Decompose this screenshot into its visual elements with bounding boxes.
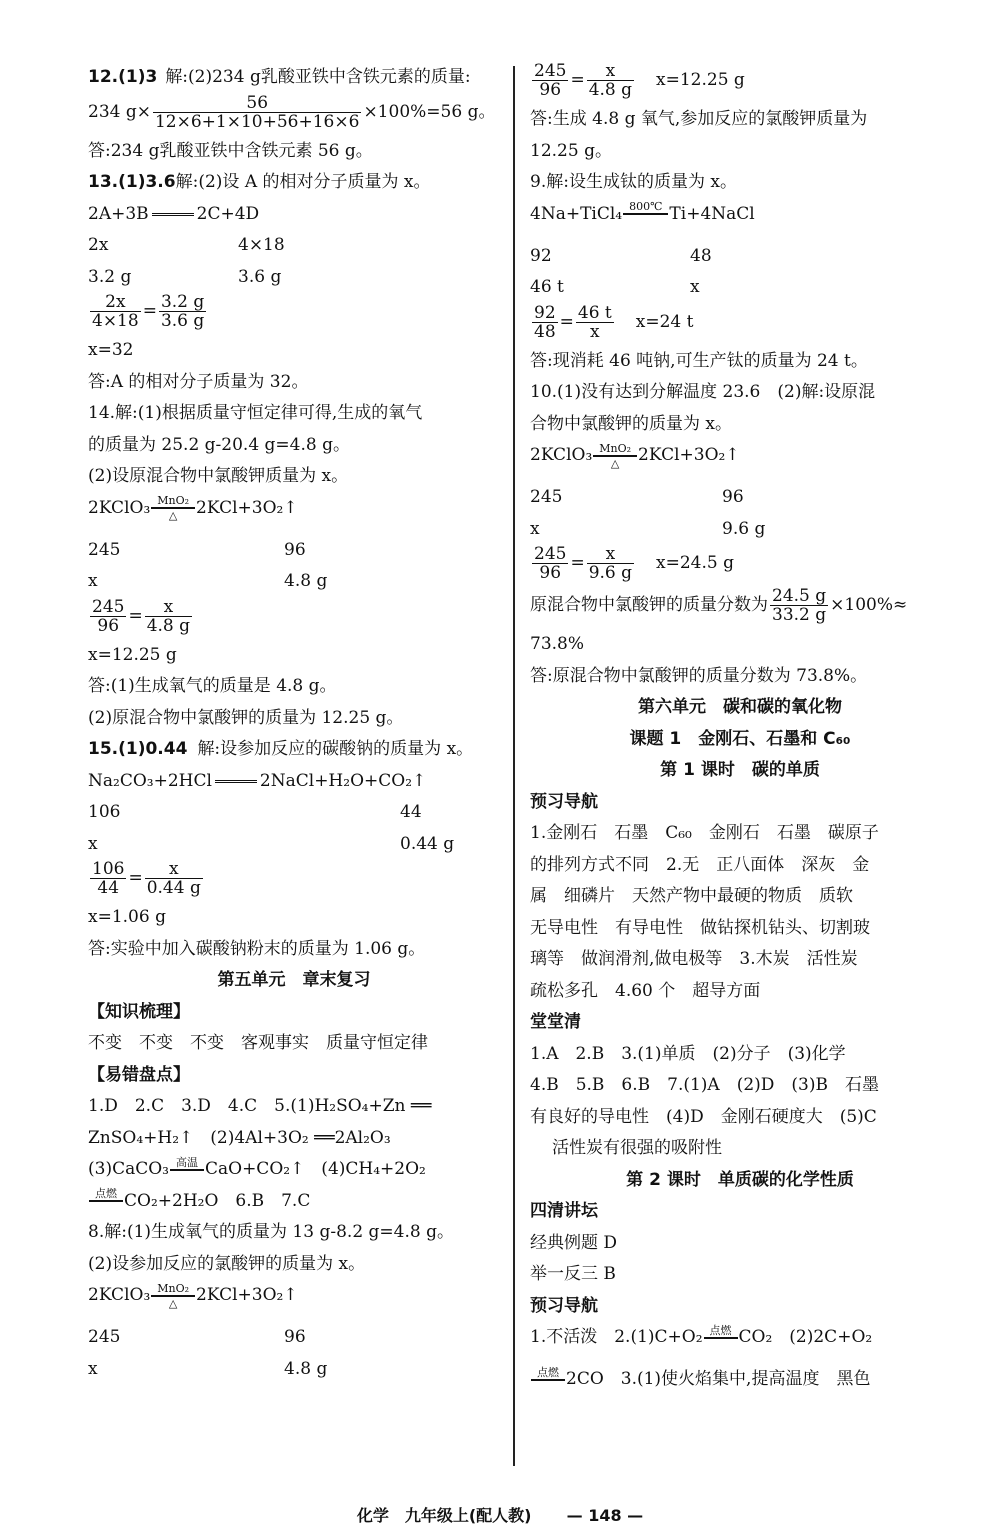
- q15-answer: 答:实验中加入碳酸钠粉末的质量为 1.06 g。: [88, 938, 426, 959]
- q10-proportion: $\frac{245}{96}$ = $\frac{x}{9.6 g}$ x=24.5 g: [534, 544, 735, 583]
- q15-ratio2: x 0.44 g: [88, 833, 455, 854]
- q12-line1: 12.(1)3 解:(2)234 g乳酸亚铁中含铁元素的质量:: [88, 67, 471, 87]
- lesson2-title: 第 2 课时 单质碳的化学性质: [626, 1169, 854, 1190]
- q9-ratio1: 92 48: [530, 245, 712, 266]
- oneshot-line: 举一反三 B: [530, 1264, 616, 1284]
- preview2-heading: 预习导航: [530, 1295, 598, 1316]
- q14-answer1: 答:(1)生成氧气的质量是 4.8 g。: [88, 676, 337, 696]
- equals-sign: [215, 780, 257, 783]
- knowledge-heading: 【知识梳理】: [88, 1001, 190, 1022]
- q9-answer: 答:现消耗 46 吨钠,可生产钛的质量为 24 t。: [530, 350, 868, 371]
- q15-ratio1: 106 44: [88, 802, 422, 822]
- q14-answer2: (2)原混合物中氯酸钾的质量为 12.25 g。: [88, 707, 404, 728]
- preview2-line2: 点燃 2CO 3.(1)使火焰集中,提高温度 黑色: [530, 1364, 950, 1396]
- errors-line3: (3)CaCO₃ 高温 CaO+CO₂↑ (4)CH₄+2O₂: [88, 1155, 426, 1179]
- q8-ratio1: 245 96: [88, 1327, 306, 1347]
- q14-line1: 14.解:(1)根据质量守恒定律可得,生成的氧气: [88, 403, 423, 423]
- preview1-line4: 无导电性 有导电性 做钻探机钻头、切割玻: [530, 917, 870, 938]
- q9-line1: 9.解:设生成钛的质量为 x。: [530, 172, 737, 192]
- q8-line1: 8.解:(1)生成氧气的质量为 13 g-8.2 g=4.8 g。: [88, 1222, 454, 1242]
- q15-proportion: $\frac{106}{44}$ = $\frac{x}{0.44 g}$: [92, 859, 201, 898]
- q12-calc: 234 g× $\frac{56}{12\times 6+1\times 10+56+16\times 6}$ ×100%=56 g。: [88, 92, 496, 132]
- footer-subject: 化学 九年级上(配人教): [356, 1506, 532, 1525]
- q15-equation: Na₂CO₃+2HCl 2NaCl+H₂O+CO₂↑: [88, 770, 427, 791]
- preview1-line2: 的排列方式不同 2.无 正八面体 深灰 金: [530, 854, 870, 875]
- q14-ratio2: x 4.8 g: [88, 571, 328, 591]
- q10-equation: 2KClO₃ MnO₂ △ 2KCl+3O₂↑: [530, 441, 740, 470]
- preview1-heading: 预习导航: [530, 791, 598, 812]
- q13-ratio2: 3.2 g 3.6 g: [88, 266, 282, 287]
- q10-line2: 合物中氯酸钾的质量为 x。: [530, 413, 732, 434]
- q15-x: x=1.06 g: [88, 907, 166, 927]
- q10-line1: 10.(1)没有达到分解温度 23.6 (2)解:设原混: [530, 382, 876, 402]
- preview1-line3: 属 细磷片 天然产物中最硬的物质 质软: [530, 886, 853, 906]
- q14-line2: 的质量为 25.2 g-20.4 g=4.8 g。: [88, 434, 350, 455]
- q14-line3: (2)设原混合物中氯酸钾质量为 x。: [88, 466, 349, 486]
- lesson1-title: 第 1 课时 碳的单质: [660, 760, 820, 780]
- q9-proportion: $\frac{92}{48}$ = $\frac{46 t}{x}$ x=24 t: [534, 302, 694, 342]
- q8-answer2: 12.25 g。: [530, 140, 612, 161]
- preview1-line6: 疏松多孔 4.60 个 超导方面: [530, 980, 761, 1001]
- knowledge-text: 不变 不变 不变 客观事实 质量守恒定律: [88, 1033, 428, 1053]
- class1-line2: 4.B 5.B 6.B 7.(1)A (2)D (3)B 石墨: [530, 1075, 879, 1095]
- unit5-title: 第五单元 章末复习: [217, 970, 371, 990]
- q13-answer: 答:A 的相对分子质量为 32。: [88, 371, 309, 392]
- q13-equation: 2A+3B 2C+4D: [88, 203, 260, 224]
- q10-answer: 答:原混合物中氯酸钾的质量分数为 73.8%。: [530, 665, 868, 686]
- lecture-heading: 四清讲坛: [530, 1201, 598, 1221]
- class1-line3: 有良好的导电性 (4)D 金刚石硬度大 (5)C: [530, 1106, 877, 1127]
- q14-x: x=12.25 g: [88, 644, 177, 665]
- class1-line1: 1.A 2.B 3.(1)单质 (2)分子 (3)化学: [530, 1043, 846, 1064]
- q10-ratio2: x 9.6 g: [530, 518, 766, 539]
- unit6-title: 第六单元 碳和碳的氧化物: [638, 697, 842, 717]
- q14-ratio1: 245 96: [88, 539, 306, 560]
- reaction-condition: MnO₂ △: [151, 494, 195, 522]
- fraction: $\frac{56}{12\times 6+1\times 10+56+16\times 6}$: [154, 92, 360, 132]
- class1-line4: 活性炭有很强的吸附性: [552, 1138, 722, 1158]
- q13-x: x=32: [88, 340, 134, 360]
- preview1-line5: 璃等 做润滑剂,做电极等 3.木炭 活性炭: [530, 949, 858, 969]
- q13-ratio1: 2x 4×18: [88, 235, 285, 255]
- q15-line1: 15.(1)0.44 解:设参加反应的碳酸钠的质量为 x。: [88, 739, 474, 759]
- preview1-line1: 1.金刚石 石墨 C₆₀ 金刚石 石墨 碳原子: [530, 823, 879, 843]
- class1-heading: 堂堂清: [530, 1012, 581, 1032]
- q8-ratio2: x 4.8 g: [88, 1358, 328, 1379]
- page-footer: [0, 1503, 1000, 1526]
- q8-equation: 2KClO₃ MnO₂ △ 2KCl+3O₂↑: [88, 1281, 298, 1310]
- q9-ratio2: 46 t x: [530, 277, 700, 297]
- errors-heading: 【易错盘点】: [88, 1064, 190, 1085]
- topic1-title: 课题 1 金刚石、石墨和 C₆₀: [629, 728, 851, 749]
- errors-line4: 点燃 CO₂+2H₂O 6.B 7.C: [88, 1186, 500, 1218]
- q8-line2: (2)设参加反应的氯酸钾的质量为 x。: [88, 1253, 366, 1274]
- q14-equation: 2KClO₃ MnO₂ △ 2KCl+3O₂↑: [88, 494, 298, 522]
- q14-proportion: $\frac{245}{96}$ = $\frac{x}{4.8 g}$: [92, 596, 191, 636]
- q8-proportion: $\frac{245}{96}$ = $\frac{x}{4.8 g}$ x=12.25 g: [534, 61, 745, 100]
- q9-equation: 4Na+TiCl₄ 800℃ Ti+4NaCl: [530, 200, 755, 224]
- q10-ratio1: 245 96: [530, 487, 744, 507]
- preview2-line1: 1.不活泼 2.(1)C+O₂ 点燃 CO₂ (2)2C+O₂: [530, 1323, 873, 1347]
- q10-percentage: 原混合物中氯酸钾的质量分数为 $\frac{24.5 g}{33.2 g}$ ×100%≈: [530, 586, 908, 625]
- errors-line2: ZnSO₄+H₂↑ (2)4Al+3O₂ ══2Al₂O₃: [88, 1127, 391, 1148]
- equals-sign: [152, 213, 194, 216]
- q13-line1: 13.(1)3.6解:(2)设 A 的相对分子质量为 x。: [88, 172, 431, 192]
- page-number: — 148 —: [566, 1506, 644, 1525]
- example-line: 经典例题 D: [530, 1232, 618, 1253]
- q13-proportion: $\frac{2x}{4\times 18}$ = $\frac{3.2 g}{3.6 g}$: [92, 292, 205, 331]
- column-divider: [513, 66, 515, 1466]
- left-column: [88, 62, 500, 1385]
- q10-percentage-value: 73.8%: [530, 634, 585, 654]
- q12-answer: 答:234 g乳酸亚铁中含铁元素 56 g。: [88, 140, 373, 161]
- right-column: [530, 62, 950, 1396]
- q8-answer1: 答:生成 4.8 g 氧气,参加反应的氯酸钾质量为: [530, 109, 868, 129]
- errors-line1: 1.D 2.C 3.D 4.C 5.(1)H₂SO₄+Zn ══: [88, 1096, 432, 1116]
